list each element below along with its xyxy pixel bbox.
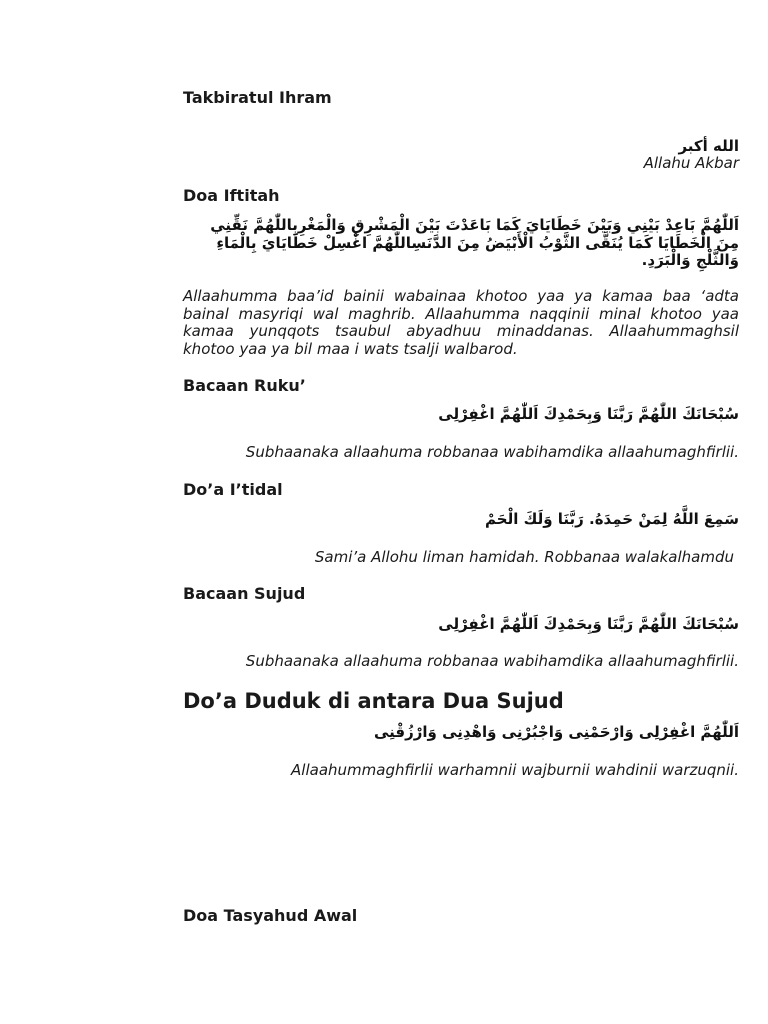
latin-ruku: Subhaanaka allaahuma robbanaa wabihamdika allaahumaghfirlii. (245, 443, 739, 461)
latin-sujud: Subhaanaka allaahuma robbanaa wabihamdika allaahumaghfirlii. (245, 652, 739, 670)
arabic-itidal: سَمِعَ اللَّهُ لِمَنْ حَمِدَهُ. رَبَّنَا وَلَكَ الْحَمْ (485, 510, 739, 528)
arabic-ruku: سُبْحَانَكَ اللّٰهُمَّ رَبَّنَا وَبِحَمْدِكَ اَللّٰهُمَّ اغْفِرْلِى (438, 405, 739, 423)
heading-doa-iftitah: Doa Iftitah (183, 186, 280, 205)
arabic-takbir: الله أكبر (678, 137, 739, 155)
latin-itidal: Sami’a Allohu liman hamidah. Robbanaa walakalhamdu (314, 548, 734, 566)
heading-doa-itidal: Do’a I’tidal (183, 480, 283, 499)
heading-takbiratul-ihram: Takbiratul Ihram (183, 88, 332, 107)
heading-bacaan-ruku: Bacaan Ruku’ (183, 376, 306, 395)
arabic-sujud: سُبْحَانَكَ اللّٰهُمَّ رَبَّنَا وَبِحَمْدِكَ اَللّٰهُمَّ اغْفِرْلِى (438, 615, 739, 633)
latin-iftitah: Allaahumma baa’id bainii wabainaa khotoo yaa ya kamaa baa ‘adta bainal masyriqi wal maghrib. Allaahumma naqqinii minal khotoo yaa kamaa yunqqots tsaubul abyadhuu minaddanas. Allaahummaghsil khotoo yaa ya bil maa i wats tsalji walbarod. (183, 287, 739, 358)
heading-doa-tasyahud-awal: Doa Tasyahud Awal (183, 906, 358, 925)
arabic-duduk: اَللّٰهُمَّ اغْفِرْلِى وَارْحَمْنِى وَاجْبُرْنِى وَاهْدِنِى وَارْزُقْنِى (374, 723, 739, 741)
latin-takbir: Allahu Akbar (643, 154, 739, 172)
latin-duduk: Allaahummaghfirlii warhamnii wajburnii wahdinii warzuqnii. (291, 761, 739, 779)
heading-doa-duduk: Do’a Duduk di antara Dua Sujud (183, 689, 564, 713)
heading-bacaan-sujud: Bacaan Sujud (183, 584, 306, 603)
arabic-iftitah: اَللّٰهُمَّ بَاعِدْ بَيْنِي وَبَيْنَ خَطَايَايَ كَمَا بَاعَدْتَ بَيْنَ الْمَشْرِقِ وَالْمَغْرِبِاللّٰهُمَّ نَقِّنِي مِنَ الْخَطَايَا كَمَا يُنَقَّى الثَّوْبُ الْأَبْيَضُ مِنَ الدَّنَسِاللّٰهُمَّ اغْسِلْ خَطَايَايَ بِالْمَاءِ وَالثَّلْجِ وَالْبَرَدِ. (210, 216, 739, 269)
